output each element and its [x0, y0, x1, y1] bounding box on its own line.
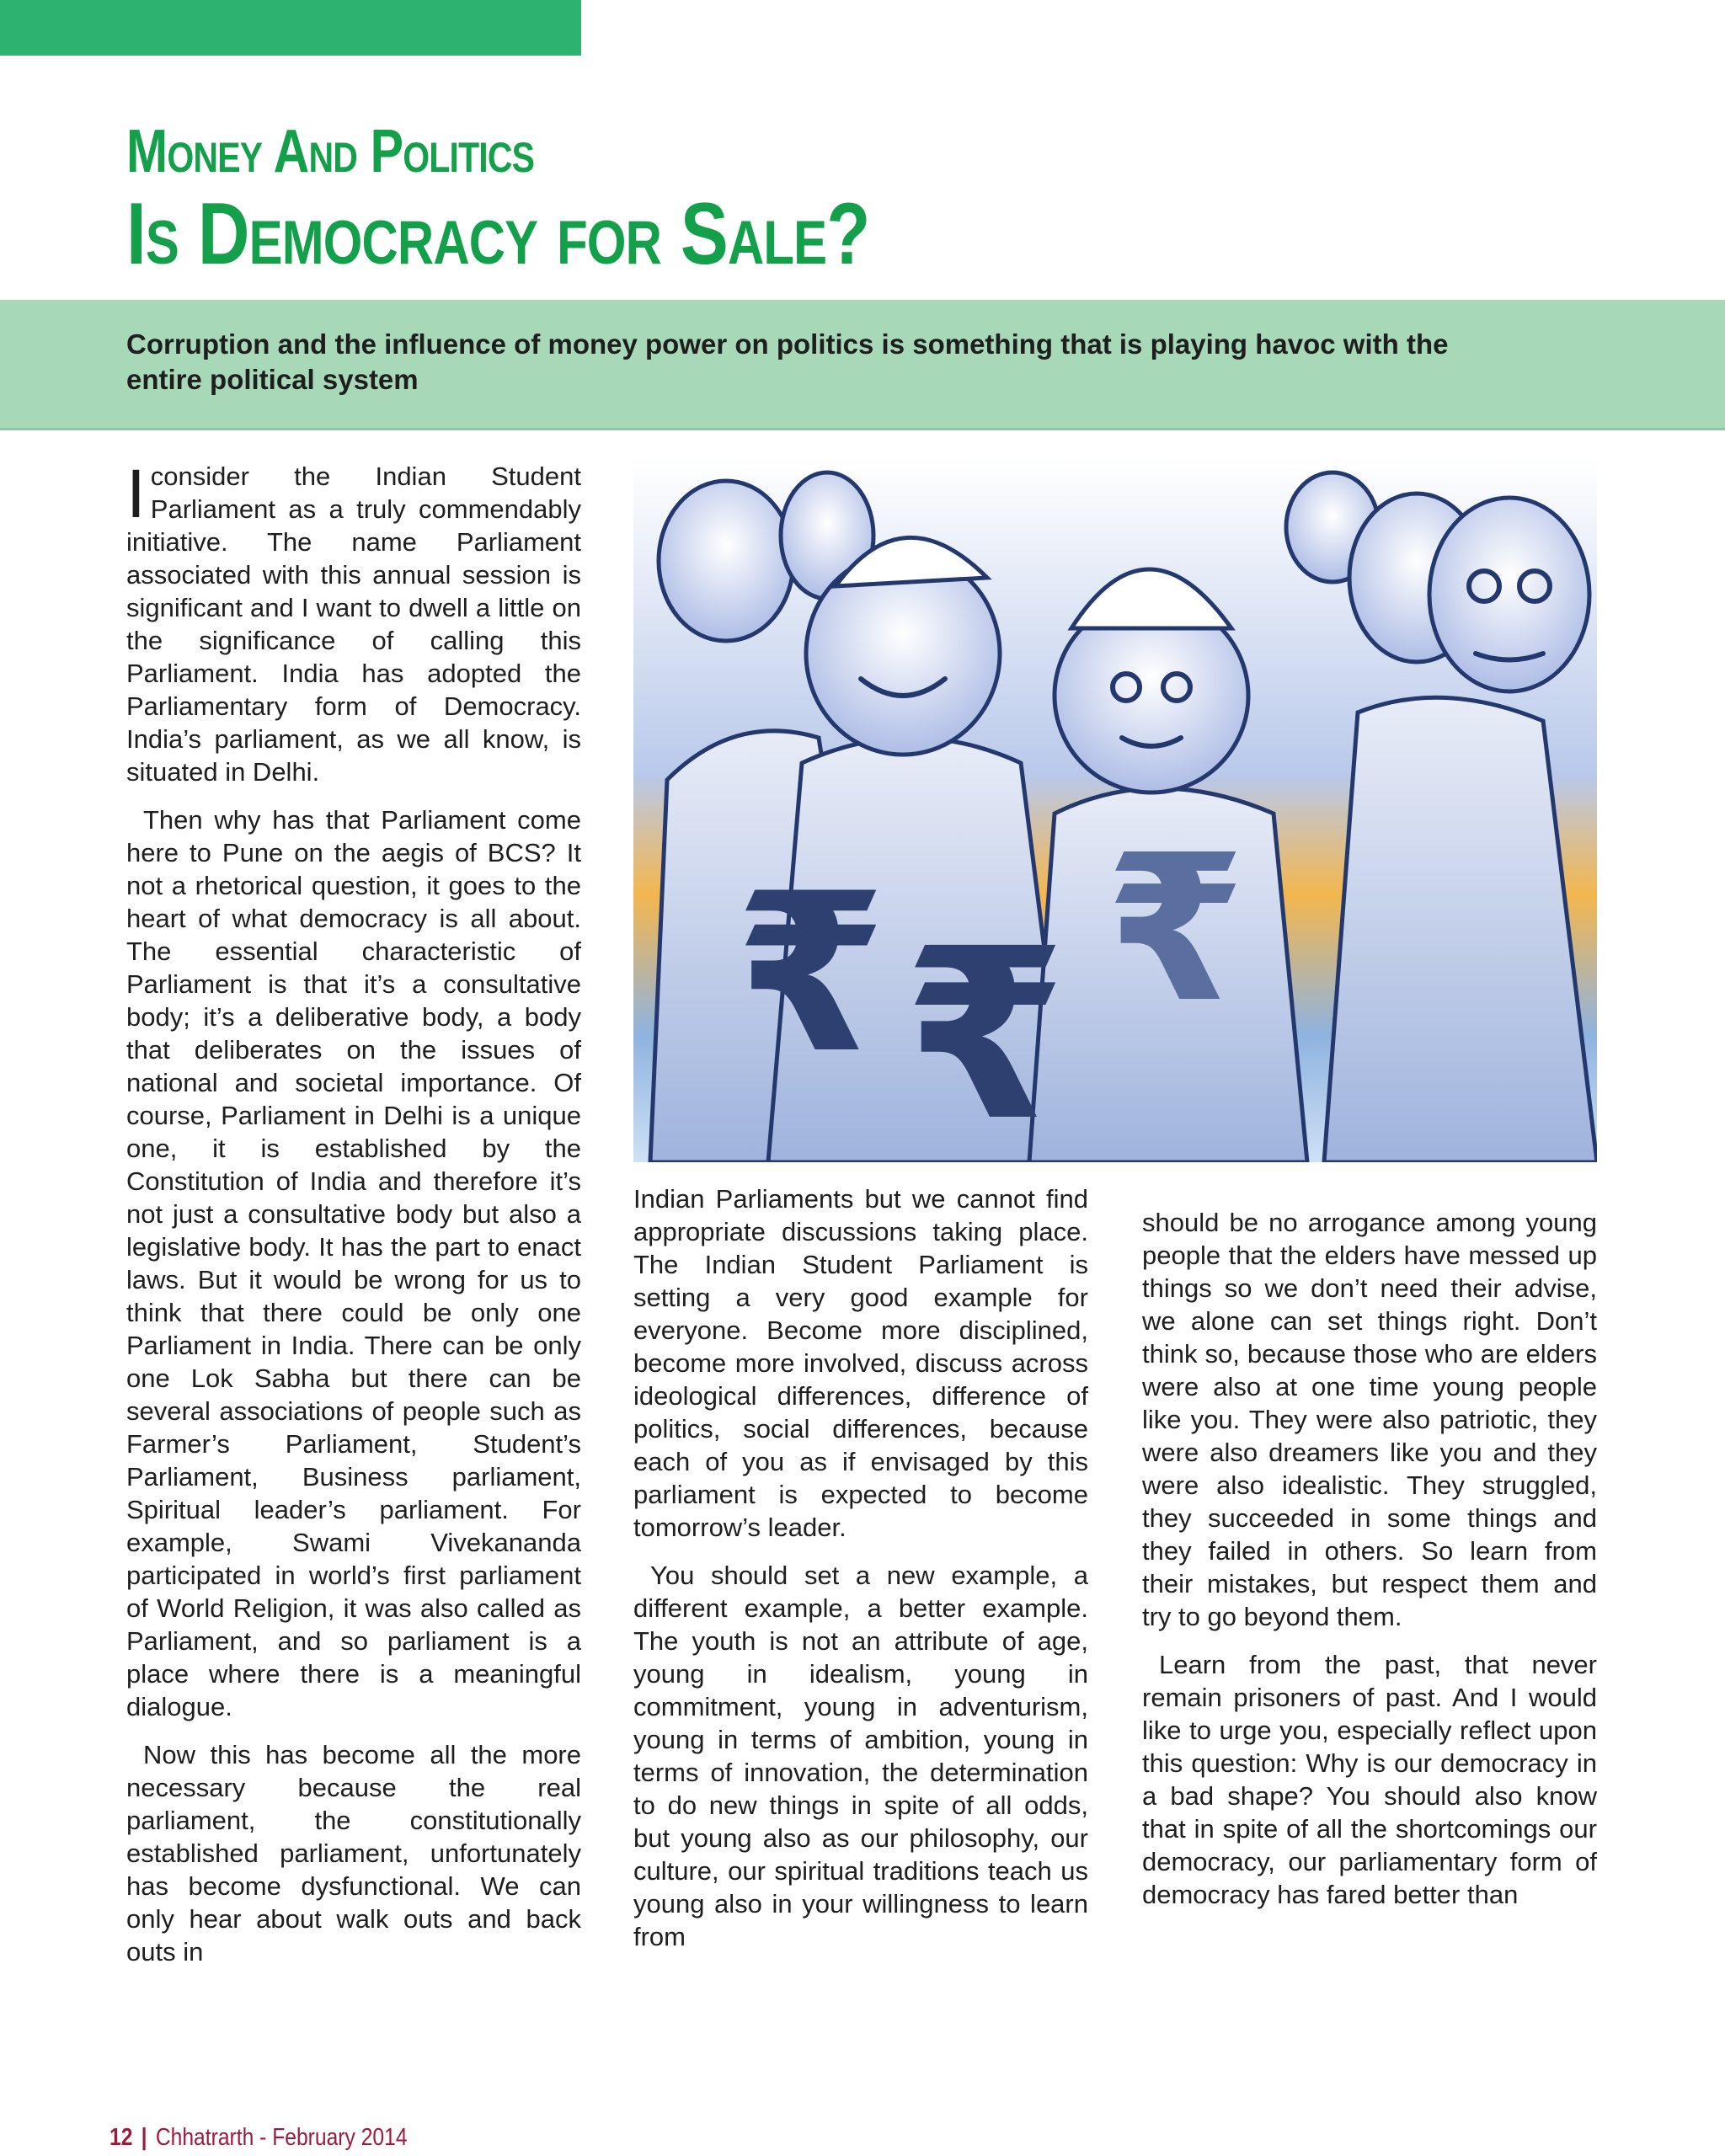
publication-name: Chhatrarth - February 2014	[155, 2124, 408, 2151]
svg-text:₹: ₹	[1105, 811, 1246, 1047]
article-paragraph: should be no arrogance among young people that the elders have messed up things so we don’t need their advise, we alone can set things right. Don’t think so, because those who are elders were also at one time young people like you. They were also patriotic, they were also dreamers like you and they were also idealistic. They struggled, they succeeded in some things and they failed in others. So learn from their mistakes, but respect them and try to go beyond them.	[1142, 1208, 1597, 1631]
top-color-bar	[0, 0, 581, 56]
article-column-3	[1142, 1206, 1597, 1926]
drop-cap: I	[126, 456, 146, 532]
article-paragraph: Now this has become all the more necessary because the real parliament, the constitutionally established parliament, unfortunately has become dysfunctional. We can only hear about walk outs and back outs in	[126, 1740, 581, 1967]
section-kicker: Money And Politics	[126, 118, 535, 185]
cartoon-politicians-illustration	[633, 460, 1597, 1162]
article-paragraph: You should set a new example, a different example, a better example. The youth is not an attribute of age, young in idealism, young in commitment, young in adventurism, young in terms of ambition, young in terms of innovation, the determination to do new things in spite of all odds, but young also as our philosophy, our culture, our spiritual traditions teach us young also in your willingness to learn from	[633, 1561, 1088, 1951]
article-deck: Corruption and the influence of money power on politics is something that is playing havoc with the entire political system	[126, 328, 1449, 395]
article-paragraph: Iconsider the Indian Student Parliament as a truly commendably initiative. The name Parliament associated with this annual session is significant and I want to dwell a little on the significance of calling this Parliament. India has adopted the Parliamentary form of Democracy. India’s parliament, as we all know, is situated in Delhi.	[126, 456, 581, 787]
article-paragraph: Learn from the past, that never remain prisoners of past. And I would like to urge you, especially reflect upon this question: Why is our democracy in a bad shape? You should also know that in spite of all the shortcomings our democracy, our parliamentary form of democracy has fared better than	[1142, 1650, 1597, 1909]
page-number: 12	[109, 2124, 133, 2151]
article-paragraph: Then why has that Parliament come here to Pune on the aegis of BCS? It not a rhetorical question, it goes to the heart of what democracy is all about. The essential characteristic of Parliament is that it’s a consultative body; it’s a deliberative body, a body that deliberates on the issues of national and societal importance. Of course, Parliament in Delhi is a unique one, it is established by the Constitution of India and therefore it’s not just a consultative body but also a legislative body. It has the part to enact laws. But it would be wrong for us to think that there could be only one Parliament in India. There can be only one Lok Sabha but there can be several associations of people such as Farmer’s Parliament, Student’s Parliament, Business parliament, Spiritual leader’s parliament. For example, Swami Vivekananda participated in world’s first parliament of World Religion, it was also called as Parliament, and so parliament is a place where there is a meaningful dialogue.	[126, 805, 581, 1721]
page-title: Is Democracy for Sale?	[126, 185, 870, 283]
footer-separator: |	[141, 2124, 147, 2151]
article-paragraph: Indian Parliaments but we cannot find appropriate discussions taking place. The Indian Student Parliament is setting a very good example for everyone. Become more disciplined, become more involved, discuss across ideological differences, difference of politics, social differences, because each of you as if envisaged by this parliament is expected to become tomorrow’s leader.	[633, 1184, 1088, 1542]
article-column-1	[126, 456, 581, 1983]
page-footer	[109, 2122, 408, 2153]
svg-text:₹: ₹	[903, 899, 1067, 1162]
svg-text:₹: ₹	[734, 847, 887, 1102]
article-column-2	[633, 1182, 1088, 1968]
